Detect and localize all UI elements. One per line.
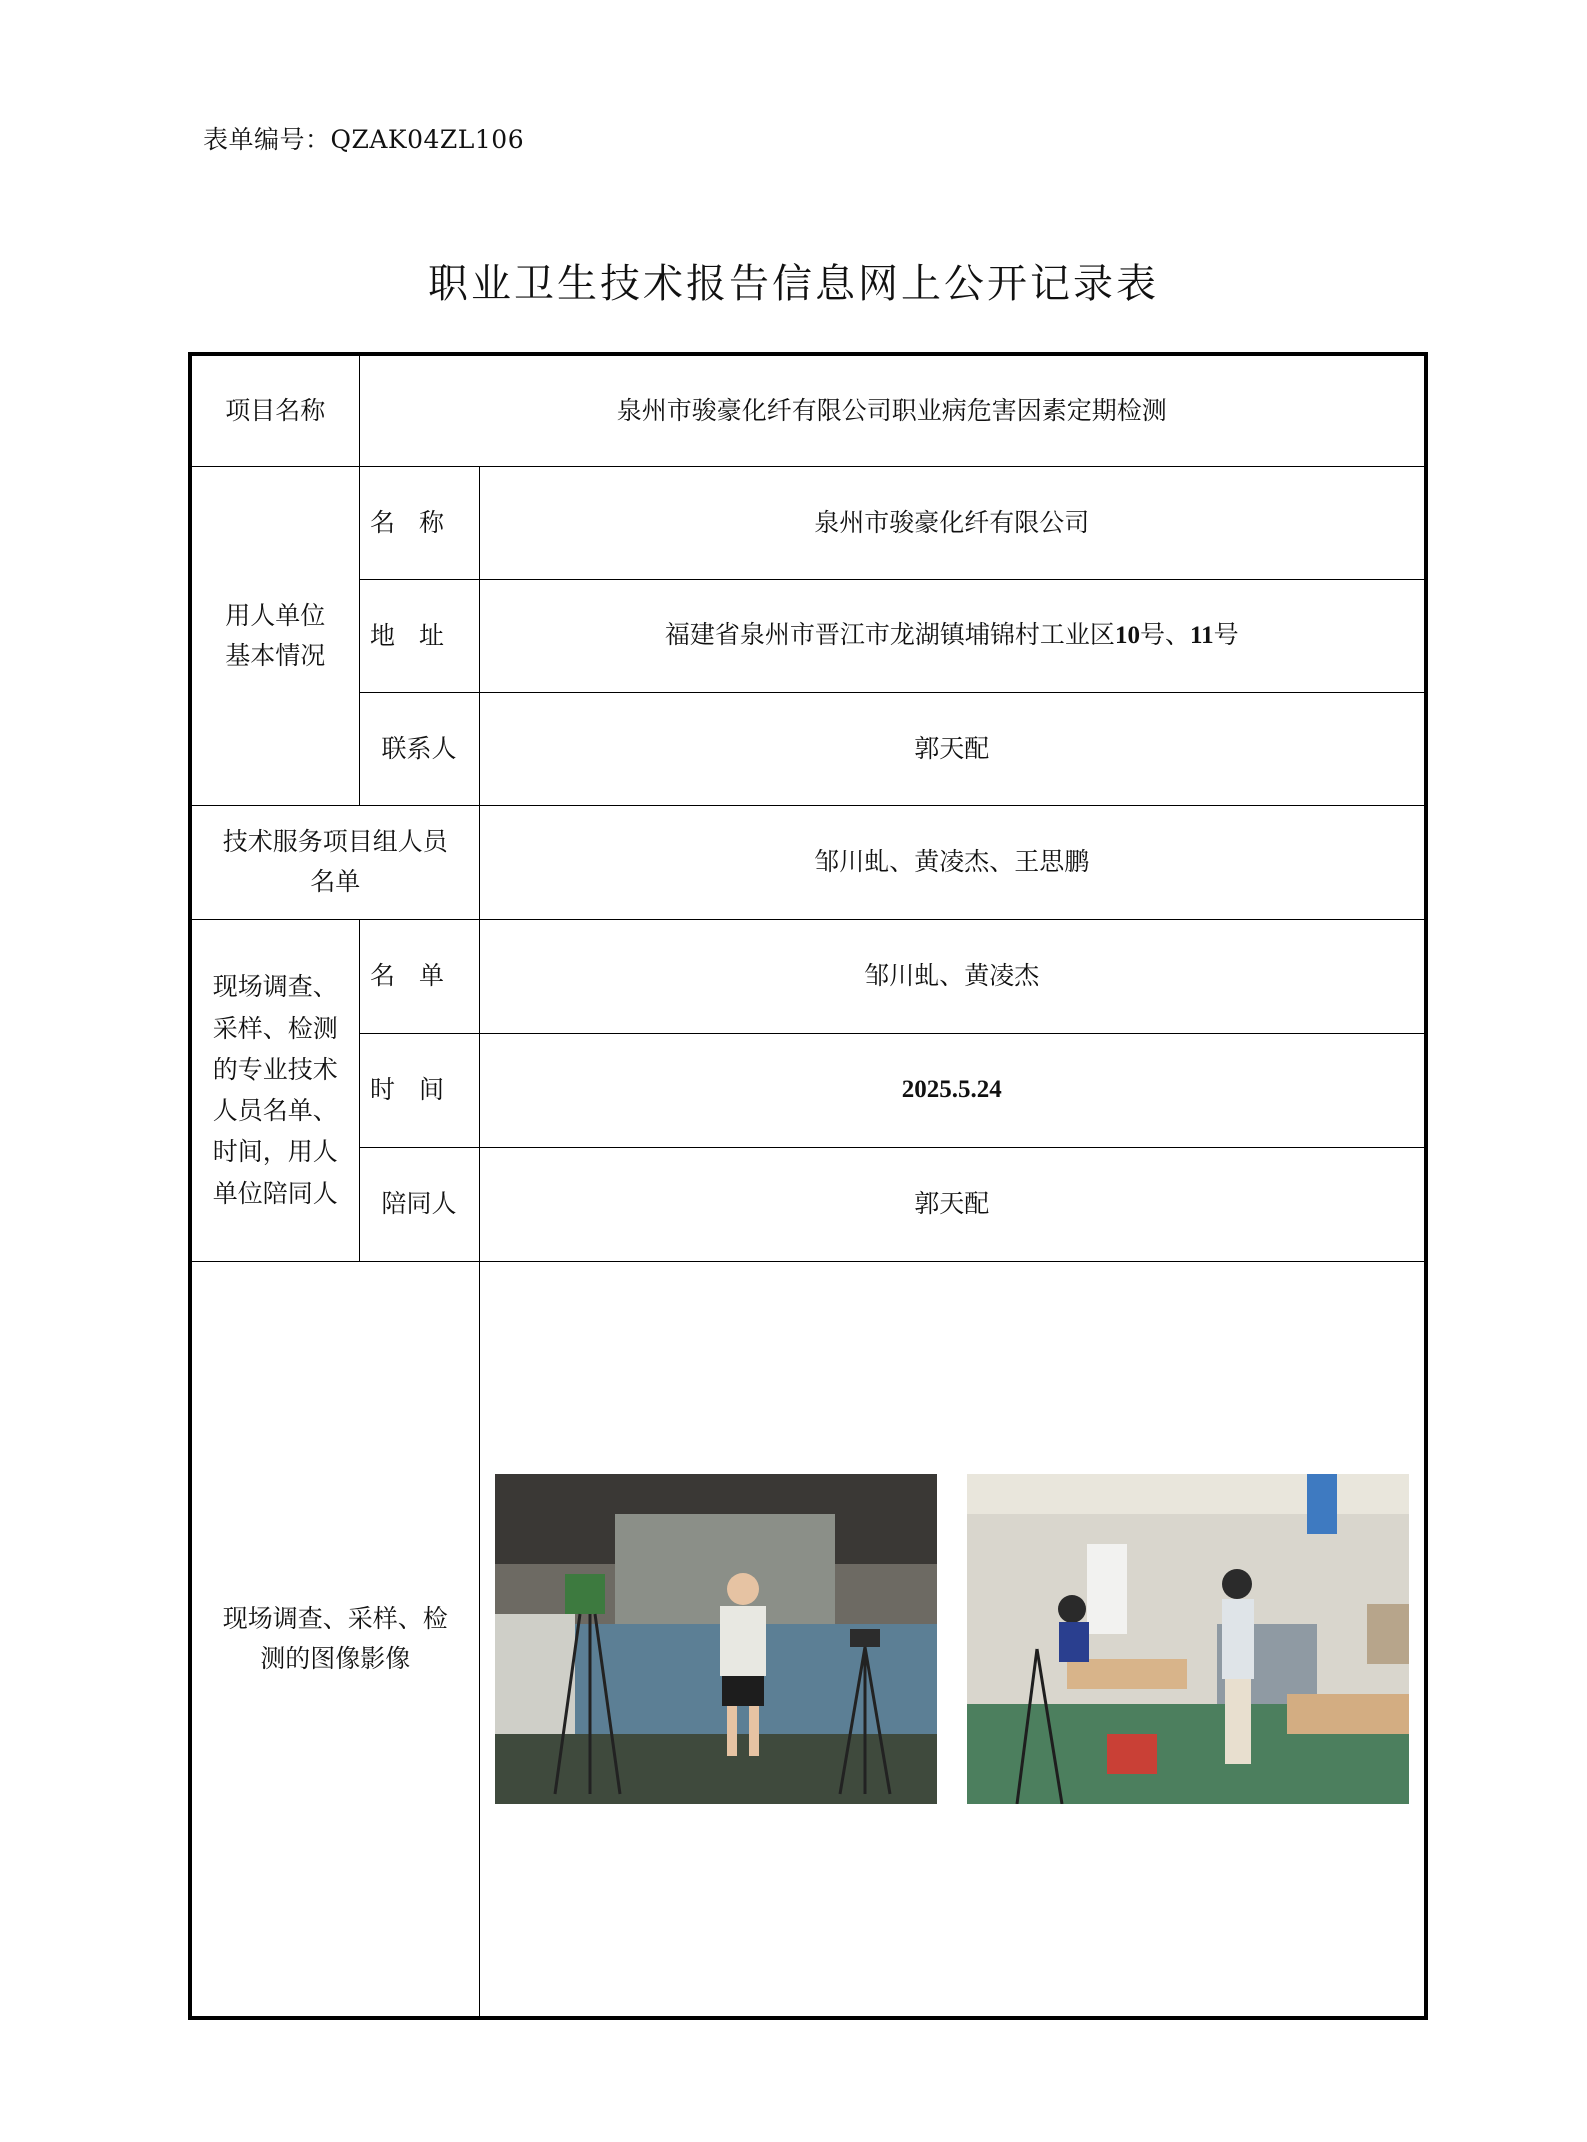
survey-label-line: 采样、检测 bbox=[212, 1013, 338, 1043]
row-name bbox=[190, 466, 1426, 579]
address-prefix: 福建省泉州市晋江市龙湖镇埔锦村工业区 bbox=[664, 620, 1115, 649]
address-label: 地址 bbox=[359, 579, 479, 692]
project-value: 泉州市骏豪化纤有限公司职业病危害因素定期检测 bbox=[359, 354, 1426, 466]
survey-label-line: 单位陪同人 bbox=[212, 1178, 338, 1208]
images-label-line2: 测的图像影像 bbox=[260, 1643, 411, 1673]
site-photo-2 bbox=[967, 1474, 1409, 1804]
team-label-line2: 名单 bbox=[310, 867, 361, 896]
row-team bbox=[190, 805, 1426, 919]
address-value bbox=[479, 579, 1426, 692]
team-label-line1: 技术服务项目组人员 bbox=[222, 827, 448, 856]
escort-value: 郭天配 bbox=[479, 1147, 1426, 1261]
address-mid: 号、 bbox=[1139, 620, 1190, 649]
document-title: 职业卫生技术报告信息网上公开记录表 bbox=[428, 261, 1159, 307]
images-label-line1: 现场调查、采样、检 bbox=[222, 1603, 448, 1633]
address-number-2: 11 bbox=[1189, 622, 1214, 649]
images-cell bbox=[479, 1261, 1426, 2018]
images-label bbox=[190, 1261, 479, 2018]
row-list bbox=[190, 919, 1426, 1033]
record-table bbox=[188, 352, 1428, 2020]
name-label: 名称 bbox=[359, 466, 479, 579]
row-time bbox=[190, 1033, 1426, 1147]
photo-group bbox=[486, 1474, 1419, 1804]
form-number: 表单编号：QZAK04ZL106 bbox=[203, 125, 525, 154]
escort-label: 陪同人 bbox=[359, 1147, 479, 1261]
list-value: 邹川虬、黄凌杰 bbox=[479, 919, 1426, 1033]
row-contact bbox=[190, 692, 1426, 805]
contact-value: 郭天配 bbox=[479, 692, 1426, 805]
contact-label: 联系人 bbox=[359, 692, 479, 805]
address-number-1: 10 bbox=[1114, 622, 1140, 649]
team-value: 邹川虬、黄凌杰、王思鹏 bbox=[479, 805, 1426, 919]
survey-label-line: 人员名单、 bbox=[212, 1096, 338, 1125]
survey-label-line: 现场调查、 bbox=[212, 972, 338, 1002]
survey-label-line: 时间，用人 bbox=[212, 1137, 338, 1167]
row-project bbox=[190, 354, 1426, 466]
survey-label bbox=[190, 919, 359, 1261]
project-label: 项目名称 bbox=[190, 354, 359, 466]
time-label: 时间 bbox=[359, 1033, 479, 1147]
site-photo-1 bbox=[495, 1474, 937, 1804]
row-escort bbox=[190, 1147, 1426, 1261]
list-label: 名单 bbox=[359, 919, 479, 1033]
employer-label bbox=[190, 466, 359, 805]
employer-label-line1: 用人单位 bbox=[225, 600, 326, 630]
name-value: 泉州市骏豪化纤有限公司 bbox=[479, 466, 1426, 579]
address-suffix: 号 bbox=[1213, 620, 1239, 649]
team-label bbox=[190, 805, 479, 919]
row-images bbox=[190, 1261, 1426, 2018]
row-address bbox=[190, 579, 1426, 692]
time-value: 2025.5.24 bbox=[479, 1033, 1426, 1147]
employer-label-line2: 基本情况 bbox=[225, 640, 326, 670]
survey-label-line: 的专业技术 bbox=[212, 1054, 338, 1084]
